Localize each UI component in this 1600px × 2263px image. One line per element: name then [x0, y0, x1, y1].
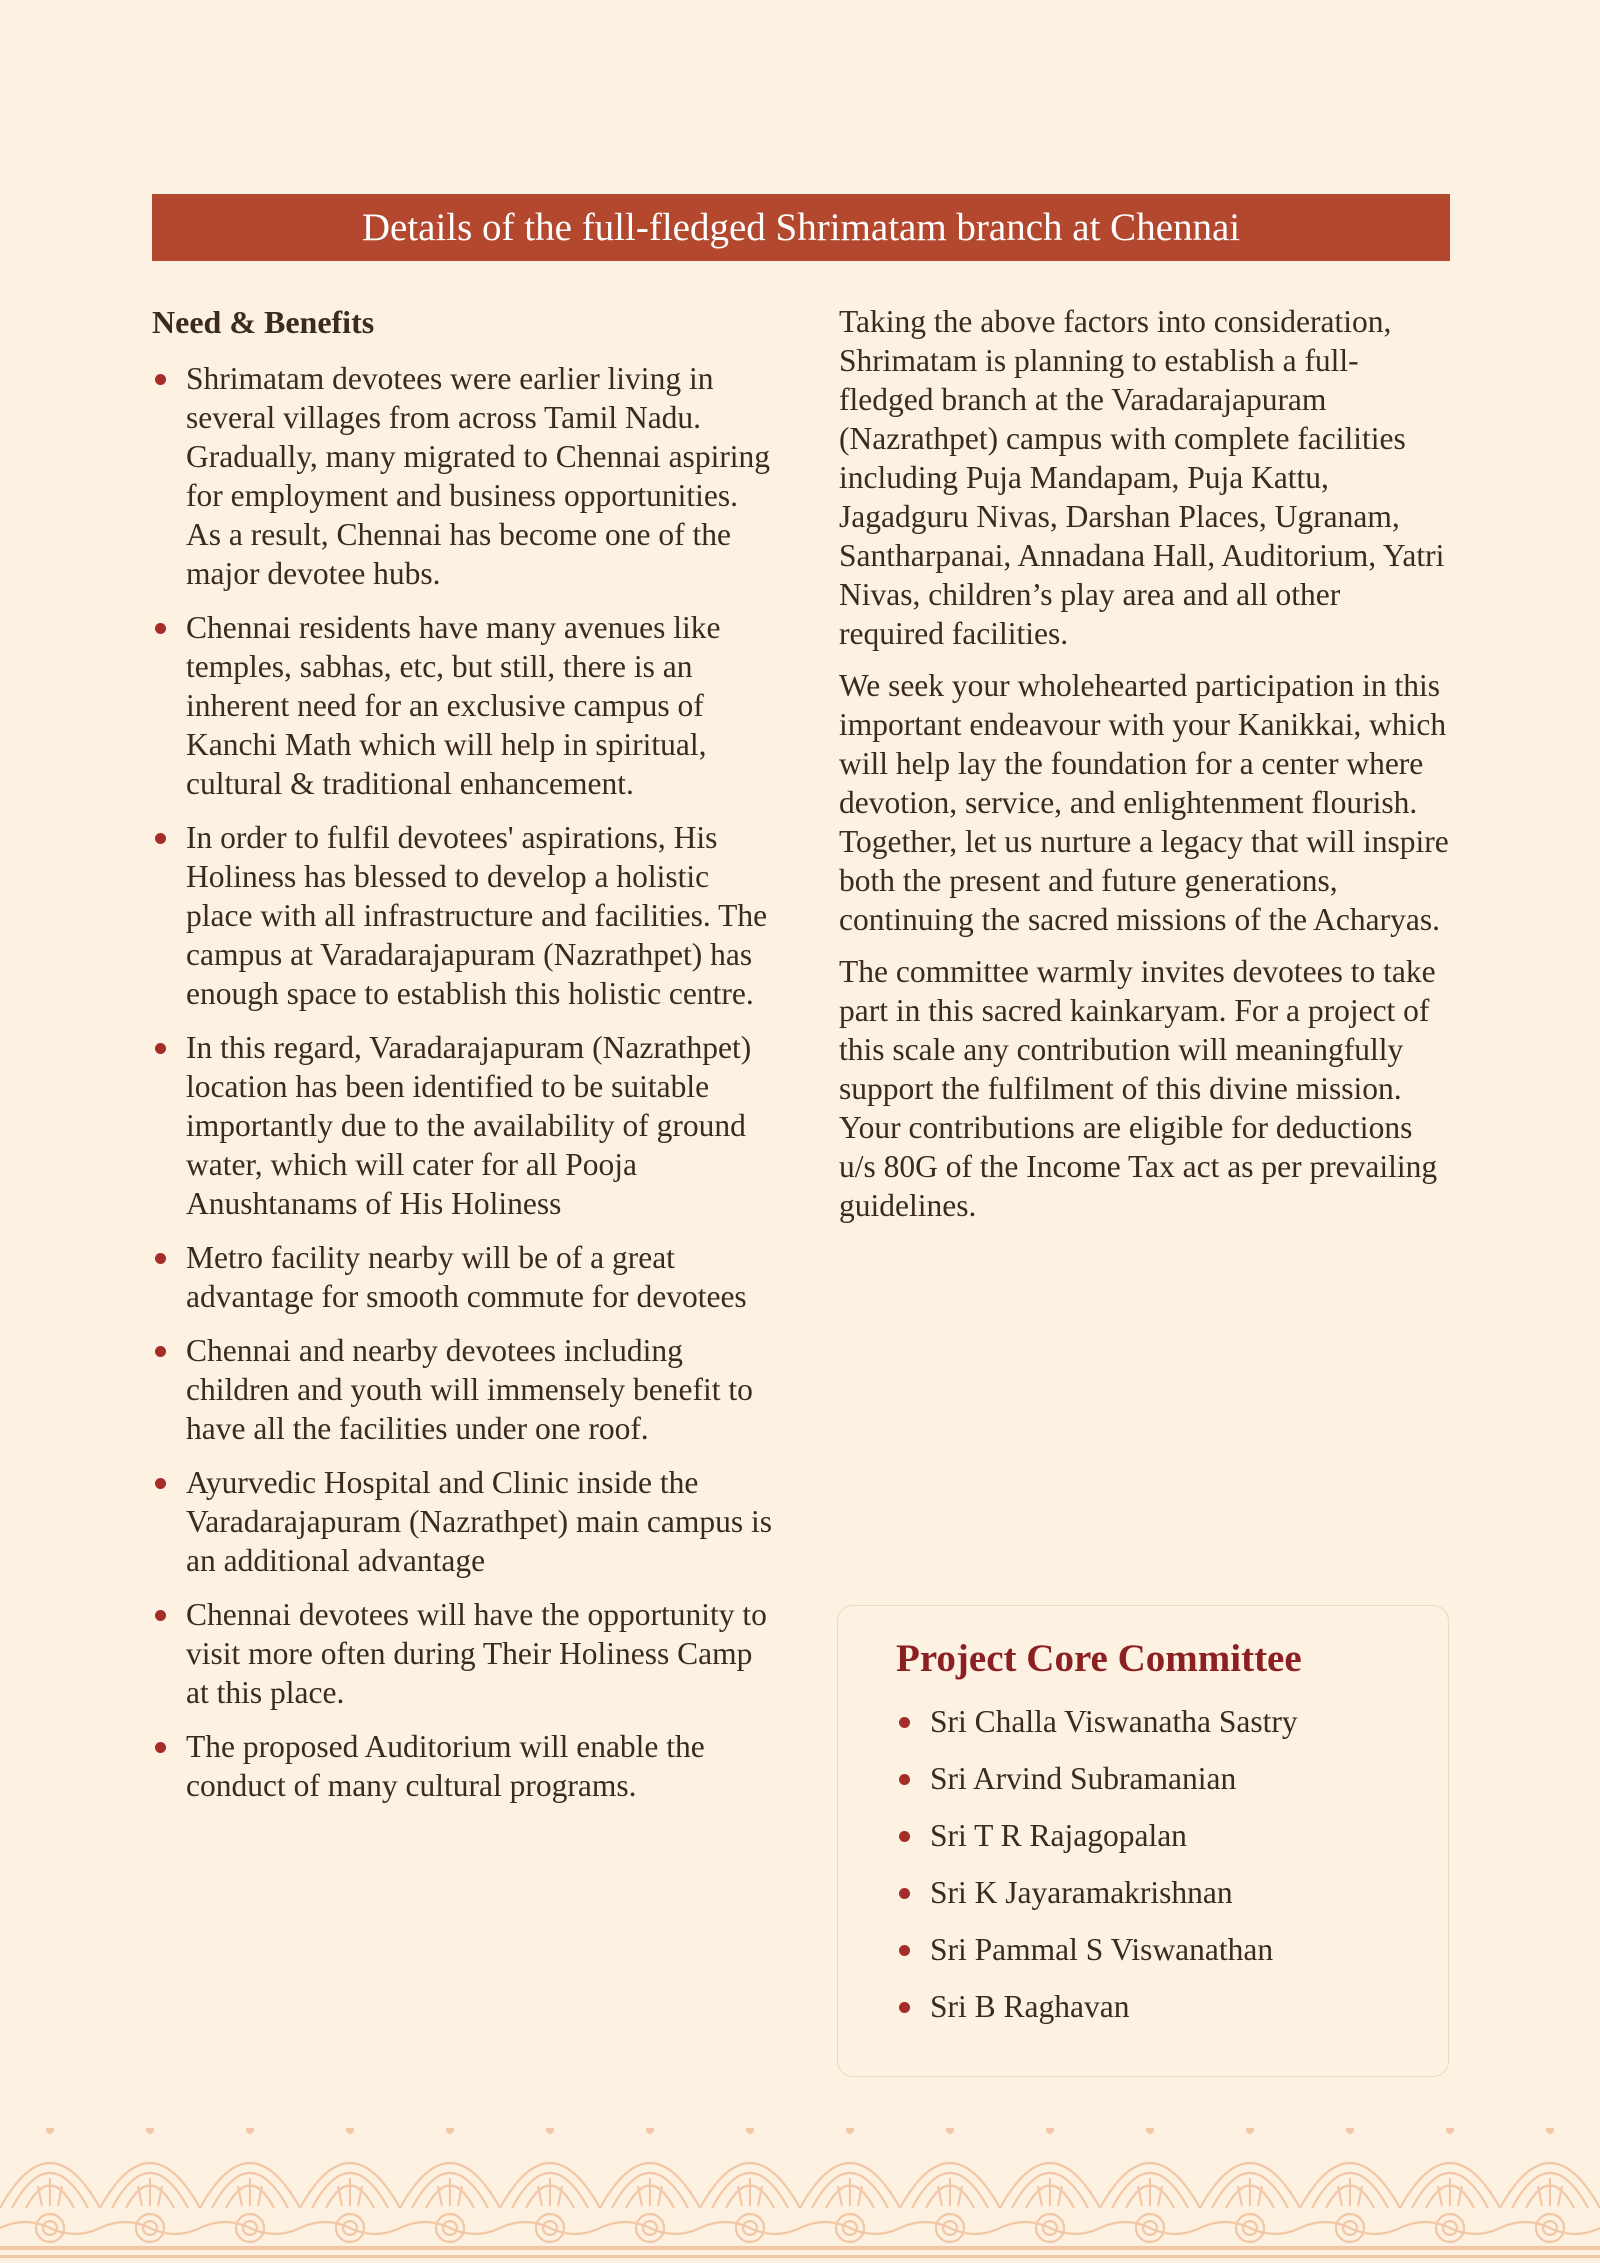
committee-member: Sri B Raghavan: [896, 1987, 1448, 2026]
paragraph: Taking the above factors into consideration, Shrimatam is planning to establish a full-fledged branch at the Varadarajapuram (Nazrathpet) campus with complete facilities including Puja Mandapam, Puja Kattu, Jagadguru Nivas, Darshan Places, Ugranam, Santharpanai, Annadana Hall, Auditorium, Yatri Nivas, children’s play area and all other required facilities.: [839, 304, 1445, 651]
list-item: In order to fulfil devotees' aspirations, His Holiness has blessed to develop a holistic place with all infrastructure and facilities. The campus at Varadarajapuram (Nazrathpet) has enough space to establish this holistic centre.: [152, 818, 777, 1013]
committee-member: Sri Challa Viswanatha Sastry: [896, 1702, 1448, 1741]
list-item: Metro facility nearby will be of a great advantage for smooth commute for devotees: [152, 1238, 777, 1316]
section-heading: Need & Benefits: [152, 304, 375, 340]
paragraph: We seek your wholehearted participation in this important endeavour with your Kanikkai, which will help lay the foundation for a center where devotion, service, and enlightenment flourish. Together, let us nurture a legacy that will inspire both the present and future generations, continuing the sacred missions of the Acharyas.: [839, 668, 1449, 937]
page-title-banner: [152, 194, 1450, 261]
list-item: The proposed Auditorium will enable the conduct of many cultural programs.: [152, 1727, 777, 1805]
list-item: Ayurvedic Hospital and Clinic inside the Varadarajapuram (Nazrathpet) main campus is an additional advantage: [152, 1463, 777, 1580]
committee-member: Sri Arvind Subramanian: [896, 1759, 1448, 1798]
list-item: Chennai and nearby devotees including children and youth will immensely benefit to have all the facilities under one roof.: [152, 1331, 777, 1448]
list-item: Chennai devotees will have the opportunity to visit more often during Their Holiness Camp at this place.: [152, 1595, 777, 1712]
committee-member: Sri T R Rajagopalan: [896, 1816, 1448, 1855]
paragraph: The committee warmly invites devotees to take part in this sacred kainkaryam. For a project of this scale any contribution will meaningfully support the fulfilment of this divine mission. Your contributions are eligible for deductions u/s 80G of the Income Tax act as per prevailing guidelines.: [839, 954, 1438, 1223]
committee-list: [896, 1702, 1448, 2026]
list-item: Chennai residents have many avenues like temples, sabhas, etc, but still, there is an inherent need for an exclusive campus of Kanchi Math which will help in spiritual, cultural & traditional enhancement.: [152, 608, 777, 803]
ornamental-border: [0, 2128, 1600, 2263]
committee-box: [837, 1605, 1449, 2077]
committee-member: Sri K Jayaramakrishnan: [896, 1873, 1448, 1912]
benefits-list: [152, 359, 777, 1805]
committee-heading: Project Core Committee: [896, 1637, 1302, 1680]
left-column: [152, 302, 777, 1820]
list-item: In this regard, Varadarajapuram (Nazrathpet) location has been identified to be suitable importantly due to the availability of ground water, which will cater for all Pooja Anushtanams of His Holiness: [152, 1028, 777, 1223]
right-column: [839, 302, 1451, 1238]
list-item: Shrimatam devotees were earlier living in several villages from across Tamil Nadu. Gradually, many migrated to Chennai aspiring for employment and business opportunities. As a result, Chennai has become one of the major devotee hubs.: [152, 359, 777, 593]
page-title: Details of the full-fledged Shrimatam branch at Chennai: [361, 206, 1241, 249]
committee-member: Sri Pammal S Viswanathan: [896, 1930, 1448, 1969]
